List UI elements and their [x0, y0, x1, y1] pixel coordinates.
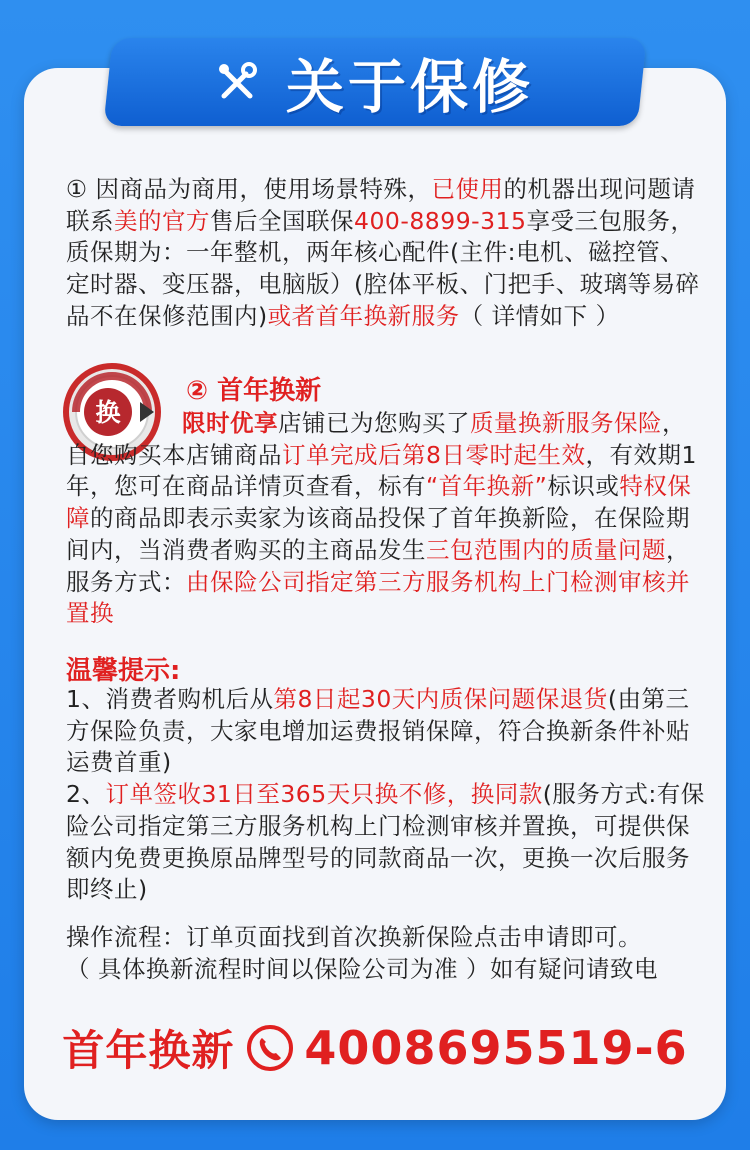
body-text: ，有效期1年，您可在商品详情页查看，标有 — [66, 440, 697, 501]
body-text: 售后全国联保 — [210, 206, 354, 235]
highlight-text: 订单完成后第8日零时起生效 — [282, 440, 586, 469]
body-text: 1、消费者购机后从 — [66, 685, 274, 713]
body-text: 享受三包服务，质保期为：一年整机，两年核心配件(主件:电机、磁控管、定时器、变压器，电脑版）(腔体平板、门把手、玻璃等易碎品不在保修范围内) — [66, 206, 700, 330]
body-text: （ 详情如下 ） — [459, 301, 620, 330]
tools-icon — [216, 60, 260, 104]
highlight-text: “首年换新” — [426, 472, 548, 501]
body-text: (由第三方保险负责，大家电增加运费报销保障，符合换新条件补贴运费首重) — [66, 685, 690, 777]
highlight-text: 已使用 — [431, 175, 504, 203]
body-text: ① 因商品为商用，使用场景特殊， — [66, 175, 432, 203]
highlight-text: 质量换新服务保险 — [470, 409, 662, 437]
exchange-paragraph — [66, 408, 706, 630]
header-banner-content — [108, 38, 642, 126]
body-text: 2、 — [66, 780, 106, 809]
body-text: 的机器出现问题请联系 — [66, 175, 696, 235]
tips-paragraph — [66, 684, 706, 906]
highlight-text: 特权保障 — [66, 472, 692, 533]
warranty-paragraph — [66, 174, 706, 333]
body-text: (服务方式:有保险公司指定第三方服务机构上门检测审核并置换，可提供保额内免费更换原品牌型号的同款商品一次，更换一次后服务即终止) — [66, 780, 705, 904]
limited-offer-label: 限时优享 — [182, 409, 278, 437]
badge-text: 换 — [95, 398, 121, 427]
highlight-text: 第8日起30天内质保问题保退货 — [273, 685, 608, 713]
highlight-text: 美的官方 — [114, 206, 210, 235]
body-text: 的商品即表示卖家为该商品投保了首年换新险，在保险期间内，当消费者购买的主商品发生 — [66, 504, 690, 564]
hotline-number[interactable]: 4008695519-6 — [304, 1021, 688, 1075]
page-title: 关于保修 — [285, 53, 534, 121]
section-title-first-year-exchange: ② 首年换新 — [186, 376, 322, 406]
highlight-text: 400-8899-315 — [354, 206, 527, 235]
highlight-text: 由保险公司指定第三方服务机构上门检测审核并置换 — [66, 567, 690, 628]
body-text: 店铺已为您购买了 — [278, 409, 470, 437]
highlight-text: 三包范围内的质量问题 — [426, 535, 666, 564]
process-line-1: 操作流程：订单页面找到首次换新保险点击申请即可。 — [66, 923, 642, 951]
highlight-text: 订单签收31日至365天只换不修，换同款 — [105, 780, 543, 809]
highlight-text: 或者首年换新服务 — [267, 301, 460, 330]
tips-title: 温馨提示: — [66, 656, 181, 686]
body-text: ，服务方式： — [66, 535, 690, 596]
process-paragraph — [66, 922, 706, 985]
footer-label: 首年换新 — [62, 1026, 235, 1075]
footer-hotline — [0, 1018, 750, 1078]
phone-icon[interactable] — [246, 1024, 294, 1072]
body-text: 标识或 — [547, 472, 620, 501]
process-line-2: （ 具体换新流程时间以保险公司为准 ）如有疑问请致电 — [66, 954, 658, 983]
body-text: ，自您购买本店铺商品 — [66, 409, 686, 469]
